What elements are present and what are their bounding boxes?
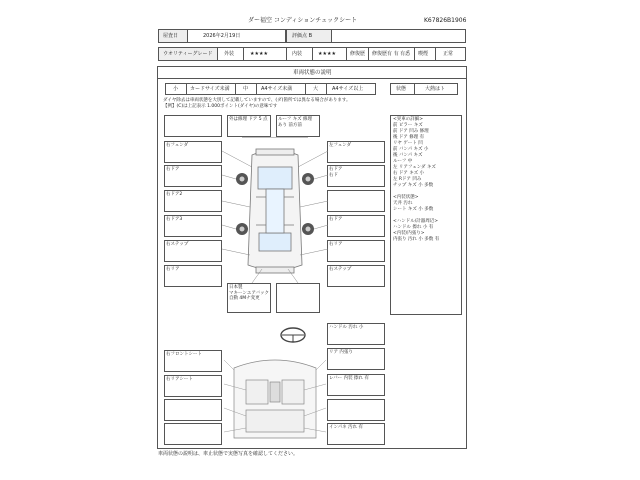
steering-label: ハンドル 汚れ 小 xyxy=(329,325,364,330)
right-label-3: 右ドア xyxy=(329,217,343,222)
date-label: 屋査日 xyxy=(163,33,179,39)
steering-wheel-icon xyxy=(279,326,307,344)
detail-line: <内装状態> xyxy=(393,195,419,200)
detail-line: シート キズ 小 多数 xyxy=(393,207,434,212)
car-top-diagram xyxy=(222,137,328,283)
left-label-1: 右フェンダ xyxy=(166,143,189,148)
interior-box-left-3 xyxy=(164,399,222,421)
rear-seat xyxy=(246,410,304,432)
left-label-2: 右ドア xyxy=(166,167,180,172)
legend-small: 小 xyxy=(173,86,179,92)
detail-line: <実車の詳細> xyxy=(393,117,424,122)
note-line-1: ダイヤ除去は車両状態を大別して記載していますので、(ダ)箇所では異なる場合があります。 xyxy=(163,98,351,103)
rear-window xyxy=(259,233,291,251)
detail-line: チップ キズ 小 多数 xyxy=(393,183,434,188)
windshield xyxy=(258,167,292,189)
legend-medium: 中 xyxy=(243,86,249,92)
lower-left-label-1: 右フロントシート xyxy=(166,352,202,357)
detail-line: 前 ドア 凹み 修理 xyxy=(393,129,429,134)
left-label-6: 右リア xyxy=(166,267,180,272)
detail-line: ハンドル 擦れ 小 有 xyxy=(393,225,434,230)
interior-box-left-4 xyxy=(164,423,222,445)
lower-right-label-2: リア 内張り xyxy=(329,350,353,355)
top-right-note: ルーフ キズ 修理 あり 前方前 xyxy=(278,117,313,128)
detail-line: 左 Rドア 凹み xyxy=(393,177,422,182)
exterior-label: 外装 xyxy=(224,51,235,57)
interior-diagram xyxy=(224,352,326,444)
smoke-value: 正常 xyxy=(443,51,454,57)
date-value: 2026年2月19日 xyxy=(203,33,241,39)
detail-line: 内張り 汚れ 小 多数 有 xyxy=(393,237,440,242)
inspector-value-cell xyxy=(331,29,466,43)
detail-line: <内装/内張り> xyxy=(393,231,425,236)
lower-right-label-6: インパネ 汚れ 有 xyxy=(329,425,364,430)
legend-medium-desc: A4サイズ未満 xyxy=(261,86,293,92)
lower-left-label-2: 右リアシート xyxy=(166,377,193,382)
lower-right-label-3: レバー 内装 擦れ 有 xyxy=(329,376,369,381)
damage-box-left-1 xyxy=(164,115,222,137)
detail-line: <ハンドル/計器周辺> xyxy=(393,219,439,224)
front-seat-right xyxy=(282,380,304,404)
section-title: 車両状態の説明 xyxy=(293,70,332,76)
detail-line: 後 ドア 修理 有 xyxy=(393,135,425,140)
bottom-note: 日本製 マキーンエアバック 自動 4Mナ変更 xyxy=(229,285,270,301)
interior-box-right-4 xyxy=(327,399,385,421)
detail-line: ルーフ 中 xyxy=(393,159,413,164)
legend-large-desc: A4サイズ以上 xyxy=(332,86,364,92)
detail-line: 左 リアフェンダ キズ xyxy=(393,165,436,170)
detail-line: 前 バンパ キズ 小 xyxy=(393,147,429,152)
note-line-2: 【例】(C)は上記表示 1.000ポイント(ダイヤ)の意味です xyxy=(163,104,278,109)
detail-line: 天井 汚れ xyxy=(393,201,413,206)
repair-value: 修復歴有 有 有悉 xyxy=(372,51,411,57)
right-label-4: 右リア xyxy=(329,242,343,247)
interior-label: 内装 xyxy=(292,51,303,57)
left-label-5: 右ステップ xyxy=(166,242,189,247)
detail-line: 前 ピラー キズ xyxy=(393,123,423,128)
detail-line: 後 バンパ キズ xyxy=(393,153,423,158)
smoke-label: 喫煙 xyxy=(418,51,429,57)
detail-line: 右 ドア キズ 小 xyxy=(393,171,425,176)
left-label-4: 右ドア3 xyxy=(166,217,183,222)
divider xyxy=(157,78,467,79)
sheet-title: ダー福空 コンディションチェックシート xyxy=(248,17,358,24)
inspector-label: 評価点 B xyxy=(292,33,313,39)
front-seat-left xyxy=(246,380,268,404)
damage-box-bottom-right xyxy=(276,283,320,313)
sheet-number: K67826B1906 xyxy=(424,17,467,24)
legend-large: 大 xyxy=(313,86,319,92)
console xyxy=(270,382,280,402)
legend-cond-label: 状態 xyxy=(396,86,407,92)
top-left-note: 外は修理 ドア 5 点 xyxy=(229,117,268,122)
right-label-5: 右ステップ xyxy=(329,267,352,272)
right-label-1: 左フェンダ xyxy=(329,143,352,148)
right-label-2: 右ドア 右ド xyxy=(329,167,343,178)
left-label-3: 右ドア2 xyxy=(166,192,183,197)
detail-line: リヤ ゲート 凹 xyxy=(393,141,423,146)
damage-box-right-3 xyxy=(327,190,385,212)
legend-small-desc: カードサイズ未満 xyxy=(190,86,230,92)
detail-lines xyxy=(393,117,461,243)
interior-stars: ★★★★ xyxy=(318,51,336,57)
footer-note: 車両状態の説明は、車止状態で実態写真を確認してください。 xyxy=(158,451,299,457)
legend-cond-value: 大熱はト xyxy=(425,86,446,92)
exterior-stars: ★★★★ xyxy=(250,51,268,57)
repair-label: 修復歴 xyxy=(350,51,366,57)
quality-label: ウオリティーグレード xyxy=(163,51,213,57)
